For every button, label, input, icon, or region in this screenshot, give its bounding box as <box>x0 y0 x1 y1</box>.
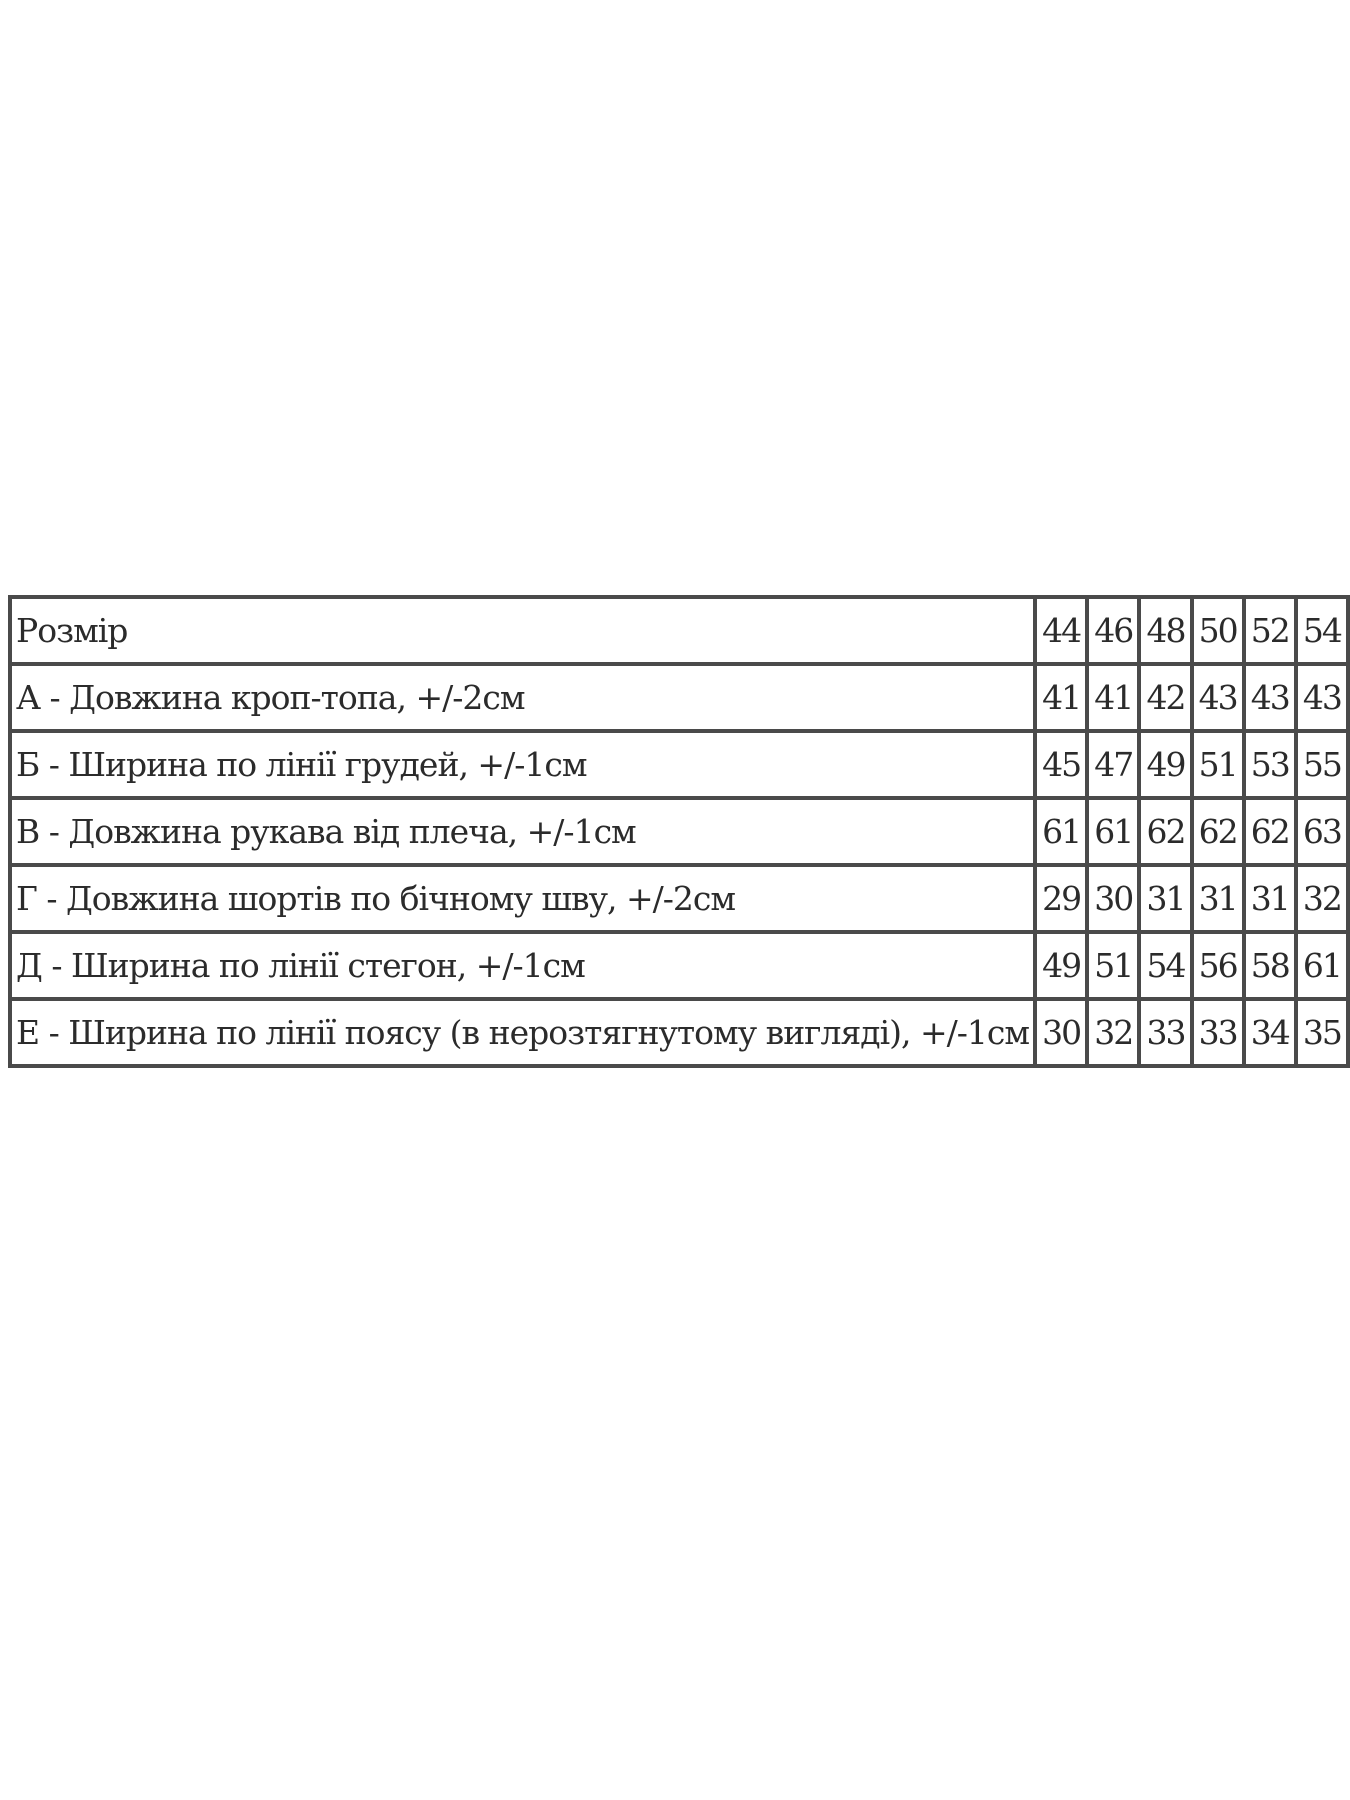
row-value: 61 <box>1296 932 1348 999</box>
row-value: 32 <box>1087 999 1139 1066</box>
header-size: 44 <box>1035 597 1087 664</box>
row-label: Е - Ширина по лінії поясу (в нерозтягнутому вигляді), +/-1см <box>10 999 1035 1066</box>
header-size: 46 <box>1087 597 1139 664</box>
row-value: 55 <box>1296 731 1348 798</box>
row-value: 31 <box>1192 865 1244 932</box>
row-value: 33 <box>1139 999 1191 1066</box>
row-value: 61 <box>1087 798 1139 865</box>
row-value: 43 <box>1192 664 1244 731</box>
header-row <box>10 597 1348 664</box>
header-size: 48 <box>1139 597 1191 664</box>
row-label: Г - Довжина шортів по бічному шву, +/-2см <box>10 865 1035 932</box>
row-value: 42 <box>1139 664 1191 731</box>
table-row <box>10 865 1348 932</box>
row-value: 49 <box>1035 932 1087 999</box>
row-value: 58 <box>1244 932 1296 999</box>
row-value: 43 <box>1244 664 1296 731</box>
row-value: 62 <box>1192 798 1244 865</box>
row-label: Д - Ширина по лінії стегон, +/-1см <box>10 932 1035 999</box>
table-row <box>10 798 1348 865</box>
row-value: 41 <box>1087 664 1139 731</box>
row-value: 53 <box>1244 731 1296 798</box>
row-label: А - Довжина кроп-топа, +/-2см <box>10 664 1035 731</box>
row-value: 51 <box>1087 932 1139 999</box>
row-label: Б - Ширина по лінії грудей, +/-1см <box>10 731 1035 798</box>
row-value: 35 <box>1296 999 1348 1066</box>
row-value: 47 <box>1087 731 1139 798</box>
header-size: 54 <box>1296 597 1348 664</box>
table-row <box>10 664 1348 731</box>
row-value: 43 <box>1296 664 1348 731</box>
header-size: 52 <box>1244 597 1296 664</box>
row-value: 31 <box>1244 865 1296 932</box>
row-value: 41 <box>1035 664 1087 731</box>
row-value: 33 <box>1192 999 1244 1066</box>
size-chart-body <box>10 597 1348 1066</box>
table-row <box>10 999 1348 1066</box>
header-label: Розмір <box>10 597 1035 664</box>
table-row <box>10 731 1348 798</box>
row-value: 63 <box>1296 798 1348 865</box>
row-value: 30 <box>1087 865 1139 932</box>
row-value: 30 <box>1035 999 1087 1066</box>
row-value: 34 <box>1244 999 1296 1066</box>
row-value: 51 <box>1192 731 1244 798</box>
row-value: 54 <box>1139 932 1191 999</box>
row-value: 62 <box>1139 798 1191 865</box>
table-row <box>10 932 1348 999</box>
row-value: 31 <box>1139 865 1191 932</box>
row-value: 45 <box>1035 731 1087 798</box>
row-value: 62 <box>1244 798 1296 865</box>
row-label: В - Довжина рукава від плеча, +/-1см <box>10 798 1035 865</box>
row-value: 61 <box>1035 798 1087 865</box>
row-value: 32 <box>1296 865 1348 932</box>
header-size: 50 <box>1192 597 1244 664</box>
row-value: 56 <box>1192 932 1244 999</box>
row-value: 49 <box>1139 731 1191 798</box>
size-chart-table <box>8 595 1350 1068</box>
row-value: 29 <box>1035 865 1087 932</box>
